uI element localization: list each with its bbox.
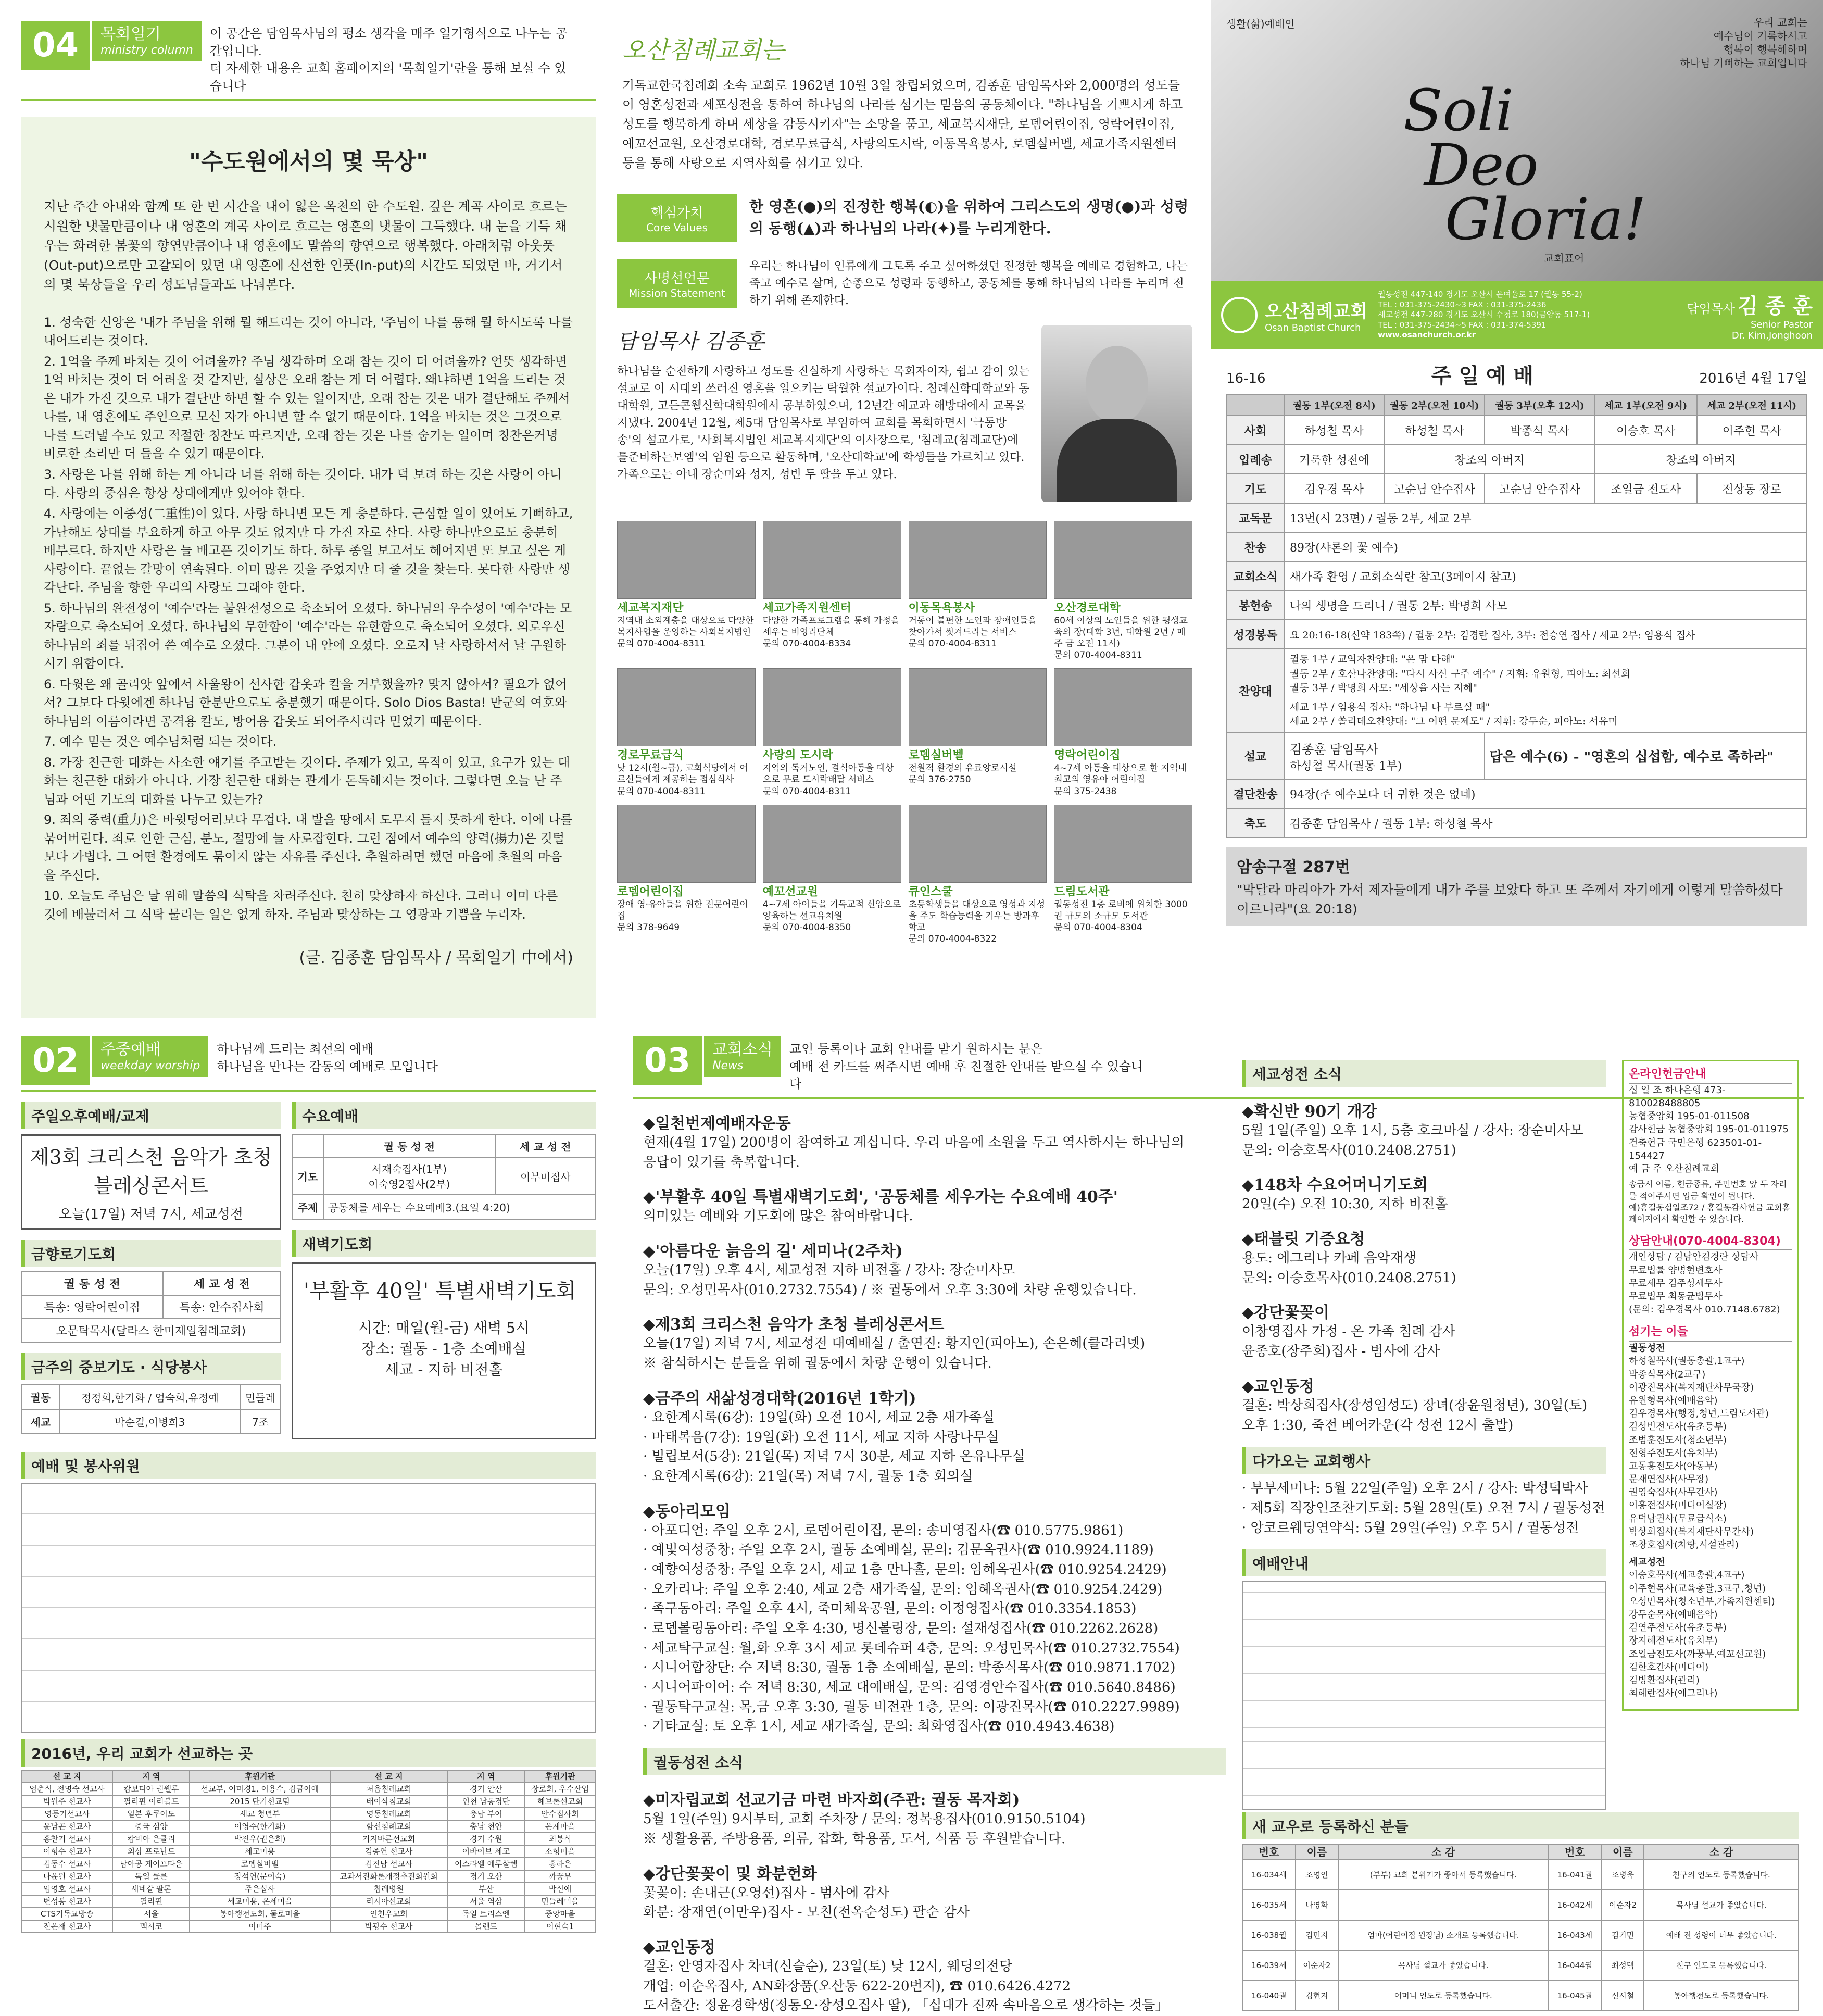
segyo-column: 세교성전 소식 ◆확신반 90기 개강 5월 1일(주일) 오후 1시, 5층 호크마실 / 강사: 장순미사모 문의: 이승호목사(010.2408.2751) ◆148차 수요어머니기도회 20일(수) 오전 10:30, 지하 비전홀 ◆태블릿 기증요청 용도: 에그리나 카페 음악재생 문의: 이승호목사(010.2408.2751) ◆강단꽃꽂이 이창영집사 가정 - 온 가족 침례 감사 윤종호(장주희)집사 - 범사에 감사 ◆교인동정 결혼: 박상희집사(장성임성도) 장녀(장윤원청년), 30일(토) 오후 1:30, 죽전 베어카운(각 성전 12시 출발) 다가오는 교회행사 · 부부세미나: 5월 22일(주일) 오후 2시 / 강사: 박성덕박사 · 제5회 직장인조찬기도회: 5월 28일(토) 오전 7시 / 궐동성전 · 앙코르웨딩연약식: 5월 29일(주일) 오후 5시 / 궐동성전 예배안내 — [1242, 1060, 1606, 1810]
cover-subtitle: 교회표어 — [1544, 252, 1585, 265]
service-photo — [1054, 805, 1192, 883]
service-photo — [763, 805, 901, 883]
sunday-header: 주일오후예배/교제 — [21, 1102, 281, 1129]
cover-verse: 우리 교회는 예수님이 기록하시고 행복이 행복해하며 하나님 기뻐하는 교회입니다 — [1680, 16, 1807, 69]
service-card: 예꼬선교원 4~7세 아이들을 기독교적 신앙으로 양육하는 선교유치원 문의 070-4004-8350 — [763, 805, 901, 945]
list-item: 6. 다윗은 왜 골리앗 앞에서 사울왕이 선사한 갑옷과 칼을 거부했을까? 맞지 않아서? 필요가 없어서? 그보다 다윗에겐 하나님 한분만으로도 충분했기 때문이다. Solo Dios Basta! 만군의 여호와 하나님의 이름이라면 공격용 칼도, 방어용 갑옷도 되어주시리라 믿었기 때문이다. — [44, 677, 568, 729]
cover-title: Soli Deo Gloria! — [1403, 77, 1646, 253]
service-photo — [617, 668, 756, 746]
church-logo-icon — [1221, 297, 1258, 333]
panel-church-intro — [617, 21, 1192, 990]
gwoldong-news-header: 궐동성전 소식 — [643, 1748, 1226, 1775]
senior-pastor: 담임목사 김 종 훈 Senior Pastor Dr. Kim,Jonghoon — [1687, 294, 1813, 341]
service-guide-header: 예배안내 — [1242, 1549, 1606, 1576]
table-row: 기도 김우경 목사 고순님 안수집사 고순님 안수집사 조일금 전도사 전상동 장로 — [1227, 474, 1807, 503]
friday-header: 금향로기도회 — [21, 1240, 281, 1267]
column-heading: "수도원에서의 몇 묵상" — [188, 148, 429, 176]
memory-verse: 암송구절 287번 "막달라 마리아가 가서 제자들에게 내가 주를 보았다 하고 또 주께서 자기에게 이렇게 말씀하셨다 이르니라"(요 20:18) — [1226, 847, 1807, 926]
mission-row — [617, 258, 1192, 309]
panel-ministry-column — [21, 21, 596, 990]
table-row: 윤남곤 선교사 중국 심양 이영수(한기화) 함선침례교회 충남 천안 은계마을 — [21, 1820, 596, 1833]
dawn-header: 새벽기도회 — [292, 1230, 596, 1257]
table-row: 김동수 선교사 남아공 케이프타운 로뎀실버벨 김진남 선교사 이스라엘 예루살렘 흥하은 — [21, 1858, 596, 1870]
panel-cover — [1211, 0, 1823, 995]
service-guide-table — [1242, 1581, 1606, 1810]
service-card: 영락어린이집 4~7세 아동을 대상으로 한 지역내 최고의 영유아 어린이집 문의 375-2438 — [1054, 668, 1192, 797]
panel-news — [633, 1036, 1804, 2014]
service-card: 로뎀실버벨 전원적 환경의 유료양로시설 문의 376-2750 — [909, 668, 1047, 797]
service-card: 로뎀어린이집 장애 영·유아들을 위한 전문어린이집 문의 378-9649 — [617, 805, 756, 945]
staff-header: 섬기는 이들 — [1629, 1324, 1792, 1342]
mission-label: 사명선언문 Mission Statement — [617, 259, 737, 308]
intro-text: 기독교한국침례회 소속 교회로 1962년 10월 3일 창립되었으며, 김종훈 담임목사와 2,000명의 성도들이 영혼성전과 세포성전을 통하여 하나님의 나라를 섬기는 믿음의 공동체이다. "하나님을 기쁘시게 하고 성도를 행복하게 하며 세상을 감동시키자"는 소망을 품고, 세교복지재단, 로뎀어린이집, 영락어린이집, 예꼬선교원, 오산경로대학, 경로무료급식, 사랑의도시락, 이동목욕봉사, 로뎀실버벨, 세교가족지원센터 등을 통해 사랑으로 지역사회를 섬기고 있다. — [622, 78, 1183, 170]
pastor-text: 하나님을 순전하게 사랑하고 성도를 진실하게 사랑하는 목회자이자, 쉽고 감이 있는 설교로 이 시대의 쓰러진 영혼을 일으키는 탁월한 설교가이다. 침례신학대학교와 동대학원, 고든콘웰신학대학원에서 공부하였으며, 12년간 예교과 해방대에서 교목을 지냈다. 2004년 12월, 제5대 담임목사로 부임하여 교회를 목회하면서 '극동방송'의 설교가로, '사회복지법인 세교복지재단'의 이사장으로, '침례교(침례교단)에 틀준비하는보엠'의 임원 등으로 활동하며, '오산대학교'에 학생들을 가르치고 있다. 가족으로는 아내 장순미와 성지, 성빈 두 딸을 두고 있다. — [617, 365, 1030, 481]
service-card: 큐인스쿨 초등학생들을 대상으로 영성과 지성을 주도 학습능력을 키우는 방과후학교 문의 070-4004-8322 — [909, 805, 1047, 945]
concert-box: 제3회 크리스천 음악가 초청 블레싱콘서트 오늘(17일) 저녁 7시, 세교성전 — [21, 1134, 281, 1230]
table-row: 16-039세 이순자2 목사님 설교가 좋았습니다. 16-044궐 최성택 친구 인도로 등록했습니다. — [1242, 1950, 1799, 1981]
segyo-news-header: 세교성전 소식 — [1242, 1060, 1606, 1087]
table-row: 사회 하성철 목사 하성철 목사 박종식 목사 이승호 목사 이주현 목사 — [1227, 416, 1807, 445]
pastor-photo — [1041, 325, 1192, 502]
section-description: 하나님께 드리는 최선의 예배 하나님을 만나는 감동의 예배로 모입니다 — [217, 1042, 438, 1074]
mission-table: 선 교 지 지 역 후원기관 선 교 지 지 역 후원기관 엄춘식, 전명숙 선교사 캄보디아 권웰루 선교부, 이미경1, 이용수, 김금이애 처음침례교회 경기 안산 장로회, 우수산업 박원주 선교사 필리핀 이리블드 2015 단기선교팀 태이삭침교회 인천 남동경단 해브론선교회 영등기선교사 일본 후쿠이도 세교 청년부 영동침례교회 충남 부여 안수집사회 윤남곤 선교사 중국 심양 이영수(한기화) 함선침례교회 충남 천안 은계마을 홍찬기 선교사 캄비아 은쿨리 박진우(권은희) 거지바른선교회 경기 수원 최봉식 이형수 선교사 외상 프로난드 세교미용 김종연 선교사 이바이브 세교 소형미을 김동수 선교사 남아공 케이프타운 로뎀실버벨 김진남 선교사 이스라엘 예루살렘 흥하은 나윤원 선교사 독일 클론 장석연(문이숙) 교과서진화론개정추진회원회 경기 오산 까꿍부 임영호 선교사 세네갈 팔론 주은십사 침례병원 부산 박신애 변성봉 선교사 필리핀 세교미용, 온세미을 리시아선교회 서울 역삼 민들레미을 CTS기독교방송 서울 봉아행전도회, 둘로미을 인천우교회 독일 트리스엔 중앙마을 전은재 선교사 멕시코 이미주 박광수 선교사 몰렌드 이현숙1 — [21, 1770, 596, 1933]
section-number: 03 — [633, 1036, 702, 1085]
registration-section — [1242, 1812, 1799, 2011]
motto-top: 생활(삶)예배인 — [1226, 18, 1295, 30]
table-row: 16-034세 조영인 (부부) 교회 분위기가 좋아서 등록했습니다. 16-041궐 조병욱 친구의 인도로 등록했습니다. — [1242, 1860, 1799, 1890]
registration-header: 새 교우로 등록하신 분들 — [1242, 1812, 1799, 1839]
consult-header: 상담안내(070-4004-8304) — [1629, 1234, 1792, 1251]
service-photo — [1054, 668, 1192, 746]
table-row: 성경봉독 요 20:16-18(신약 183쪽) / 궐동 2부: 김경란 집사, 3부: 전승연 집사 / 세교 2부: 엄용식 집사 — [1227, 620, 1807, 649]
upcoming-header: 다가오는 교회행사 — [1242, 1447, 1606, 1474]
church-address: 궐동성전 447-140 경기도 오산시 은여울로 17 (궐동 55-2) TEL : 031-375-2430~3 FAX : 031-375-2436 세교성전 447-280 경기도 오산시 수청로 180(금암동 517-1) TEL : 031-375-2434~5 FAX : 031-374-5391 www.osanchurch.or.kr — [1378, 290, 1590, 340]
mission-text: 우리는 하나님이 인류에게 그토록 주고 싶어하셨던 진정한 행복을 예배로 경험하고, 나는 죽고 예수로 살며, 순종으로 성령과 동행하고, 공동체를 통해 하나님의 나라를 누리며 전하기 위해 존재한다. — [749, 259, 1188, 307]
table-row: 결단찬송 94장(주 예수보다 더 귀한 것은 없네) — [1227, 780, 1807, 809]
online-offering-header: 온라인헌금안내 — [1629, 1067, 1792, 1084]
service-card: 이동목욕봉사 거동이 불편한 노인과 장애인들을 찾아가서 씻겨드리는 서비스 문의 070-4004-8311 — [909, 521, 1047, 661]
cell-table: 궐동 정정희,한기화 / 엄숙희,유정예 민들레 세교 박순길,이병희3 7조 — [21, 1384, 281, 1434]
table-row: 이형수 선교사 외상 프로난드 세교미용 김종연 선교사 이바이브 세교 소형미을 — [21, 1845, 596, 1858]
service-photo — [909, 521, 1047, 599]
cell-header: 금주의 중보기도 · 식당봉사 — [21, 1353, 281, 1380]
core-values-text: 한 영혼(●)의 진정한 행복(◐)을 위하여 그리스도의 생명(●)과 성령의 동행(▲)과 하나님의 나라(✦)를 누리게한다. — [749, 198, 1189, 237]
section-title: 주중예배 weekday worship — [90, 1036, 208, 1077]
wednesday-table: 궐 동 성 전 세 교 성 전 기도 서재숙집사(1부) 이숙영2집사(2부) 이부미집사 주제 공동체를 세우는 수요예배3.(요일 4:20) — [292, 1134, 596, 1220]
table-row: 16-035세 나영화 16-042세 이순자2 목사님 설교가 좋았습니다. — [1242, 1890, 1799, 1920]
mission-header: 2016년, 우리 교회가 선교하는 곳 — [21, 1739, 596, 1767]
service-card: 사랑의 도시락 지역의 독거노인, 결식아동을 대상으로 무료 도시락배달 서비스 문의 070-4004-8311 — [763, 668, 901, 797]
worship-section — [1211, 349, 1823, 926]
panel-weekday-worship — [21, 1036, 596, 2005]
section-title: 목회일기 ministry column — [90, 21, 202, 61]
table-row: 설교 김종훈 담임목사 하성철 목사(궐동 1부) 답은 예수(6) - "영혼의 십섭함, 예수로 족하라" — [1227, 733, 1807, 780]
service-photo — [909, 805, 1047, 883]
service-card: 경로무료급식 낮 12시(월~금), 교회식당에서 어르신들에게 제공하는 점심식사 문의 070-4004-8311 — [617, 668, 756, 797]
service-photo — [763, 668, 901, 746]
section-number: 02 — [21, 1036, 90, 1085]
table-row: 박원주 선교사 필리핀 이리블드 2015 단기선교팀 태이삭침교회 인천 남동경단 해브론선교회 — [21, 1795, 596, 1808]
service-card: 드림도서관 궐동성전 1층 로비에 위치한 3000권 규모의 소규모 도서관 문의 070-4004-8304 — [1054, 805, 1192, 945]
service-card: 세교가족지원센터 다양한 가족프로그램을 통해 가정을 세우는 비영리단체 문의 070-4004-8334 — [763, 521, 901, 661]
cover-banner — [1211, 0, 1823, 281]
section-description: 교인 등록이나 교회 안내를 받기 원하시는 분은 예배 전 카드를 써주시면 예배 후 친절한 안내를 받으실 수 있습니다 — [789, 1042, 1143, 1092]
service-card: 세교복지재단 지역내 소외계층을 대상으로 다양한 복지사업을 운영하는 사회복지법인 문의 070-4004-8311 — [617, 521, 756, 661]
table-row: 엄춘식, 전명숙 선교사 캄보디아 권웰루 선교부, 이미경1, 이용수, 김금이애 처음침례교회 경기 안산 장로회, 우수산업 — [21, 1783, 596, 1795]
table-row: 봉헌송 나의 생명을 드리니 / 궐동 2부: 박명희 사모 — [1227, 591, 1807, 620]
section-title: 교회소식 News — [702, 1036, 781, 1077]
church-info-bar — [1211, 281, 1823, 349]
list-item: 10. 오늘도 주님은 날 위해 말씀의 식탁을 차려주신다. 친히 맞상하자 하신다. 그러니 이미 다른 것에 배불러서 그 식탁 물리는 일은 없게 하자. 주님과 맞상하는 그 영광과 기쁨을 누리자. — [44, 888, 558, 922]
news-column: ◆일천번제예배자운동 현재(4월 17일) 200명이 참여하고 계십니다. 우리 마음에 소원을 두고 역사하시는 하나님의 응답이 있기를 축복합니다. ◆'부활후 40일 특별새벽기도회', '공동체를 세우가는 수요예배 40주' 의미있는 예배와 기도회에 많은 참여바랍니다. ◆'아름다운 늙음의 길' 세미나(2주차) 오늘(17일) 오후 4시, 세교성전 지하 비전홀 / 강사: 장순미사모 문의: 오성민목사(010.2732.7554) / ※ 궐동에서 오후 3:30에 차량 운행있습니다. ◆제3회 크리스천 음악가 초청 블레싱콘서트 오늘(17일) 저녁 7시, 세교성전 대예배실 / 출연진: 황지인(피아노), 손은혜(클라리넷) ※ 참석하시는 분들을 위해 궐동에서 차량 운행이 있습니다. ◆금주의 새삶성경대학(2016년 1학기) · 요한계시록(6강): 19일(화) 오전 10시, 세교 2층 새가족실 · 마태복음(7강): 19일(화) 오전 11시, 세교 지하 사랑나무실 · 빌립보서(5강): 21일(목) 저녁 7시 30분, 세교 지하 온유나무실 · 요한계시록(6강): 21일(목) 저녁 7시, 궐동 1층 회의실 ◆동아리모임 · 아포디언: 주일 오후 2시, 로뎀어린이집, 문의: 송미영집사(☎ 010.5775.9861) · 예빛여성중창: 주일 오후 2시, 궐동 소예배실, 문의: 김문옥권사(☎ 010.9924.1189) · 예향여성중창: 주일 오후 2시, 세교 1층 만나홀, 문의: 임혜옥권사(☎ 010.9254.2429) · 오카리나: 주일 오후 2:40, 세교 2층 새가족실, 문의: 임혜옥권사(☎ 010.9254.2429) · 족구동아리: 주일 오후 4시, 죽미체육공원, 문의: 이정영집사(☎ 010.3354.1853) · 로뎀볼링동아리: 주일 오후 4:30, 명신볼링장, 문의: 설재성집사(☎ 010.2262.2628) · 세교탁구교실: 월,화 오후 3시 세교 롯데슈퍼 4층, 문의: 오성민목사(☎ 010.2732.7554) · 시니어합창단: 수 저녁 8:30, 궐동 1층 소예배실, 문의: 박종식목사(☎ 010.9871.1702) · 시니어파이어: 수 저녁 8:30, 세교 대예배실, 문의: 김영경안수집사(☎ 010.5640.8486) · 궐동탁구교실: 목,금 오후 3:30, 궐동 비전관 1층, 문의: 이광진목사(☎ 010.2227.9989) · 기타교실: 토 오후 1시, 세교 새가족실, 문의: 최화영집사(☎ 010.4943.4638) 궐동성전 소식 ◆미자립교회 선교기금 마련 바자회(주관: 궐동 목자회) 5월 1일(주일) 9시부터, 교회 주차장 / 문의: 정복용집사(010.9150.5104) ※ 생활용품, 주방용품, 의류, 잡화, 학용품, 도서, 식품 등 후원받습니다. ◆강단꽃꽂이 및 화분헌화 꽃꽂이: 손내근(오영선)집사 - 범사에 감사 화분: 장재연(이만우)집사 - 모친(전옥순성도) 팔순 감사 ◆교인동정 결혼: 안영자집사 차녀(신슬순), 23일(토) 낮 12시, 웨딩의전당 개업: 이순옥집사, AN화장품(오산동 622-20번지), ☎ 010.6426.4272 도서출간: 정윤경학생(정동오·장성오집사 딸), 「십대가 진짜 속마음으로 생각하는 것들」 — [643, 1099, 1226, 2016]
table-row: 축도 김종훈 담임목사 / 궐동 1부: 하성철 목사 — [1227, 809, 1807, 838]
section-number: 04 — [21, 21, 90, 70]
table-row: CTS기독교방송 서울 봉아행전도회, 둘로미을 인천우교회 독일 트리스엔 중앙마을 — [21, 1908, 596, 1920]
column-items — [44, 314, 573, 924]
table-row: 나윤원 선교사 독일 클론 장석연(문이숙) 교과서진화론개정추진회원회 경기 오산 까꿍부 — [21, 1870, 596, 1883]
info-column: 온라인헌금안내 십 일 조 하나은행 473-810028488805 농협중앙회 195-01-011508 감사헌금 농협중앙회 195-01-011975 건축헌금 국민은행 623501-01-154427 예 금 주 오산침례교회 송금시 이름, 헌금종류, 주민번호 앞 두 자리를 적어주시면 입금 확인이 됩니다. 예)홍길동십일조72 / 홍길동감사헌금 교회홈페이지에서 확인할 수 있습니다. 상담안내(070-4004-8304) 개인상담 / 김남안김경란 상담사 무료법률 양병현변호사 무료세무 김주성세무사 무료법무 최동균법무사 (문의: 김우경목사 010.7148.6782) 섬기는 이들 궐동성전 하성철목사(궐동총괄,1교구) 박종식목사(2교구) 이광진목사(복지재단사무국장) 유원형목사(예배음악) 김우경목사(행정,청년,드림도서관) 김성빈전도사(유초등부) 조범훈전도사(청소년부) 전형주전도사(유치부) 고동흥전도사(아동부) 문재연집사(사무장) 권영숙집사(사무간사) 이흥전집사(미디어실장) 유덕남권사(무료급식소) 박상희집사(복지재단사무간사) 조창호집사(차량,시설관리) 세교성전 이승호목사(세교총괄,4교구) 이주현목사(교육총괄,3교구,청년) 오성민목사(청소년부,가족지원센터) 강두순목사(예배음악) 김연주전도사(유초등부) 장지혜전도사(유치부) 조일금전도사(까꿍부,예꼬선교원) 김한호간사(미디어) 김병환집사(관리) 최혜란집사(에그리나) — [1622, 1060, 1799, 1711]
pastor-title: 담임목사 김종훈 — [617, 329, 765, 354]
dawn-box: '부활후 40일' 특별새벽기도회 시간: 매일(월-금) 새벽 5시 장소: 궐동 - 1층 소예배실 세교 - 지하 비전홀 — [292, 1262, 596, 1439]
table-row: 찬송 89장(샤론의 꽃 예수) — [1227, 532, 1807, 561]
column-box — [21, 117, 596, 1018]
table-row: 홍찬기 선교사 캄비아 은쿨리 박진우(권은희) 거지바른선교회 경기 수원 최봉식 — [21, 1833, 596, 1845]
table-row: 16-038궐 김민지 엄마(어린이집 원장님) 소개로 등록했습니다. 16-043세 김기민 예배 전 성령이 너무 좋았습니다. — [1242, 1920, 1799, 1950]
list-item: 1. 성숙한 신앙은 '내가 주님을 위해 뭘 해드리는 것이 아니라, '주님이 나를 통해 뭘 하시도록 나를 내어드리는 것이다. — [44, 315, 573, 348]
list-item: 8. 가장 친근한 대화는 사소한 얘기를 주고받는 것이다. 주제가 있고, 목적이 있고, 요구가 있는 대화는 친근한 대화가 아니다. 가장 친근한 대화는 관계가 돈독해지는 것이다. 그렇다면 오늘 난 주님과 어떤 기도의 대화를 나누고 있는가? — [44, 755, 570, 807]
core-values-row — [617, 194, 1192, 242]
table-row: 16-040궐 김현지 어머니 인도로 등록했습니다. 16-045궐 신시철 봉아행전도로 등록했습니다. — [1242, 1981, 1799, 2011]
list-item: 2. 1억을 주께 바치는 것이 어려울까? 주님 생각하며 오래 참는 것이 더 어려울까? 언뜻 생각하면 1억 바치는 것이 더 어려울 것 같지만, 실상은 오래 참는 게 더 어렵다. 왜냐하면 1억을 드리는 것은 내가 가진 것으로 내가 결단만 하면 할 수 있는 일이지만, 오래 참는 것은 내가 결단해도 주께서 나를, 내 영혼에도 주인으로 모신 자가 아니면 할 수 없기 때문이다. 1억을 바치는 것은 그것으로 나를 드러낼 수도 있고 적절한 칭찬도 따르지만, 오래 참는 것은 나를 숨기는 일이며 칭찬은커녕 비로한 소리만 더 들을 수 있기 때문이다. — [44, 354, 570, 461]
service-card: 오산경로대학 60세 이상의 노인들을 위한 평생교육의 장(대학 3년, 대학원 2년 / 매주 금 오전 11시) 문의 070-4004-8311 — [1054, 521, 1192, 661]
friday-table: 궐 동 성 전 세 교 성 전 특송: 영락어린이집 특송: 안수집사회 오문탁목사(달라스 한미제일침례교회) — [21, 1271, 281, 1343]
service-photo — [763, 521, 901, 599]
column-signature: (글. 김종훈 담임목사 / 목회일기 中에서) — [299, 949, 573, 968]
column-intro: 지난 주간 아내와 함께 또 한 번 시간을 내어 잃은 옥천의 한 수도원. 깊은 계곡 사이로 흐르는 시원한 냇물만큼이나 내 영혼의 계곡 사이로 흐르는 영혼의 냇물이 그득했다. 내 눈을 기득 채우는 화려한 봄꽃의 향연만큼이나 내 영혼에도 말씀의 향연으로 행복했다. 아래처럼 아웃풋(Out-put)으로만 고갈되어 있던 내 영혼에 신선한 인풋(In-put)의 시간도 되었던 바, 거기서의 몇 묵상들을 우리 성도님들과도 나눠본다. — [44, 199, 567, 293]
table-row: 교회소식 새가족 환영 / 교회소식란 참고(3페이지 참고) — [1227, 561, 1807, 591]
table-row: 변성봉 선교사 필리핀 세교미용, 온세미을 리시아선교회 서울 역삼 민들레미을 — [21, 1895, 596, 1908]
worship-title: 주 일 예 배 — [1431, 364, 1534, 388]
worship-date: 2016년 4월 17일 — [1699, 371, 1807, 386]
service-photo — [617, 521, 756, 599]
table-row: 영등기선교사 일본 후쿠이도 세교 청년부 영동침례교회 충남 부여 안수집사회 — [21, 1808, 596, 1820]
table-row: 전은재 선교사 멕시코 이미주 박광수 선교사 몰렌드 이현숙1 — [21, 1920, 596, 1933]
bulletin-number: 16-16 — [1226, 371, 1266, 386]
list-item: 3. 사랑은 나를 위해 하는 게 아니라 너를 위해 하는 것이다. 내가 덕 보려 하는 것은 사랑이 아니다. 사랑의 중심은 항상 상대에게만 있어야 한다. — [44, 467, 562, 500]
service-photo — [617, 805, 756, 883]
serve-table-placeholder — [21, 1483, 596, 1733]
church-name-en: Osan Baptist Church — [1265, 322, 1361, 333]
wednesday-header: 수요예배 — [292, 1102, 596, 1129]
registration-table: 번호 이름 소 감 번호 이름 소 감 16-034세 조영인 (부부) 교회 분위기가 좋아서 등록했습니다. 16-041궐 조병욱 친구의 인도로 등록했습니다. 16-035세 나영화 16-042세 이순자2 목사님 설교가 좋았습니다. 16-038궐 김민지 엄마(어린이집 원장님) 소개로 등록했습니다. 16-043세 김기민 예배 전 성령이 너무 좋았습니다. 16-039세 이순자2 목사님 설교가 좋았습니다. 16-044궐 최성택 친구 인도로 등록했습니다. 16-040궐 김현지 어머니 인도로 등록했습니다. 16-045궐 신시철 봉아행전도로 등록했습니다. — [1242, 1844, 1799, 2011]
list-item: 7. 예수 믿는 것은 예수님처럼 되는 것이다. — [44, 734, 277, 749]
worship-table: 궐동 1부(오전 8시) 궐동 2부(오전 10시) 궐동 3부(오후 12시) 세교 1부(오전 9시) 세교 2부(오전 11시) 사회 하성철 목사 하성철 목사 박종식 목사 이승호 목사 이주현 목사 입례송 거룩한 성전에 창조의 아버지 창조의 아버지 기도 김우경 목사 고순님 안수집사 고순님 안수집사 조일금 전도사 전상동 장로 교독문 13번(시 23편) / 궐동 2부, 세교 2부 찬송 89장(샤론의 꽃 예수) 교회소식 새가족 환영 / 교회소식란 참고(3페이지 참고) 봉헌송 나의 생명을 드리니 / 궐동 2부: 박명희 사모 성경봉독 요 20:16-18(신약 183쪽) / 궐동 2부: 김경란 집사, 3부: 전승연 집사 / 세교 2부: 엄용식 집사 찬양대 궐동 1부 / 교역자찬양대: "온 맘 다해" 궐동 2부 / 호산나찬양대: "다시 사신 구주 예수" / 지휘: 유원형, 피아노: 최선희 궐동 3부 / 박명희 사모: "세상을 사는 지혜" 세교 1부 / 엄용식 집사: "하나님 나 부르실 때" 세교 2부 / 쏠리데오찬양대: "그 어떤 문제도" / 지휘: 강두순, 피아노: 서유미 설교 김종훈 담임목사 하성철 목사(궐동 1부) 답은 예수(6) - "영혼의 십섭함, 예수로 족하라" 결단찬송 94장(주 예수보다 더 귀한 것은 없네) 축도 김종훈 담임목사 / 궐동 1부: 하성철 목사 — [1226, 394, 1807, 838]
core-values-label: 핵심가치 Core Values — [617, 194, 737, 242]
services-grid — [617, 521, 1192, 945]
church-name: 오산침례교회 — [1265, 301, 1368, 322]
section-description: 이 공간은 담임목사님의 평소 생각을 매주 일기형식으로 나누는 공간입니다. 더 자세한 내용은 교회 홈페이지의 '목회일기'란을 통해 보실 수 있습니다 — [209, 26, 568, 93]
pastor-section — [617, 325, 1192, 502]
table-row: 찬양대 궐동 1부 / 교역자찬양대: "온 맘 다해" 궐동 2부 / 호산나찬양대: "다시 사신 구주 예수" / 지휘: 유원형, 피아노: 최선희 궐동 3부 / 박명희 사모: "세상을 사는 지혜" 세교 1부 / 엄용식 집사: "하나님 나 부르실 때" 세교 2부 / 쏠리데오찬양대: "그 어떤 문제도" / 지휘: 강두순, 피아노: 서유미 — [1227, 649, 1807, 733]
table-row: 임영호 선교사 세네갈 팔론 주은십사 침례병원 부산 박신애 — [21, 1883, 596, 1895]
service-photo — [909, 668, 1047, 746]
list-item: 4. 사랑에는 이중성(二重性)이 있다. 사랑 하니면 모든 게 충분하다. 근심할 일이 있어도 기뻐하고, 가난해도 상대를 부요하게 하고 아무 것도 없지만 다 가진 자로 산다. 사랑 하나만으로도 충분히 배부르다. 하지만 사랑은 늘 배고픈 것이기도 하다. 하루 종일 보고서도 헤어지면 또 보고 싶은 게 사랑이다. 끝없는 갈망이 연속된다. 이미 많은 것을 주었지만 더 줄 것을 찾는다. 못다한 사랑만 생각난다. 주님을 향한 우리의 사랑도 그래야 한다. — [44, 506, 573, 595]
table-row: 교독문 13번(시 23편) / 궐동 2부, 세교 2부 — [1227, 503, 1807, 532]
serve-header: 예배 및 봉사위원 — [21, 1452, 596, 1479]
service-photo — [1054, 521, 1192, 599]
list-item: 9. 죄의 중력(重力)은 바윗덩어리보다 무겁다. 내 발을 땅에서 도무지 들지 못하게 한다. 이에 나를 묶어버린다. 죄로 인한 근심, 분노, 절망에 늘 사로잡힌다. 그런 점에서 예수의 양력(揚力)은 깃털보다 가볍다. 그 어떤 환경에도 묶이지 않는 자유를 주신다. 추월하려면 했던 마음에 초월의 마음을 주신다. — [44, 812, 573, 883]
intro-title: 오산침례교회는 — [622, 36, 785, 64]
list-item: 5. 하나님의 완전성이 '예수'라는 불완전성으로 축소되어 오셨다. 하나님의 우수성이 '예수'라는 모자람으로 축소되어 오셨다. 하나님의 무한함이 '예수'라는 유한함으로 축소되어 오셨다. 의로우신 하나님의 죄를 뒤집어 쓴 예수로 오셨다. 그분이 내 안에 오셨다. 오로지 날 사랑하셔서 날 구원하시기 위함이다. — [44, 600, 572, 671]
table-row: 입례송 거룩한 성전에 창조의 아버지 창조의 아버지 — [1227, 445, 1807, 474]
